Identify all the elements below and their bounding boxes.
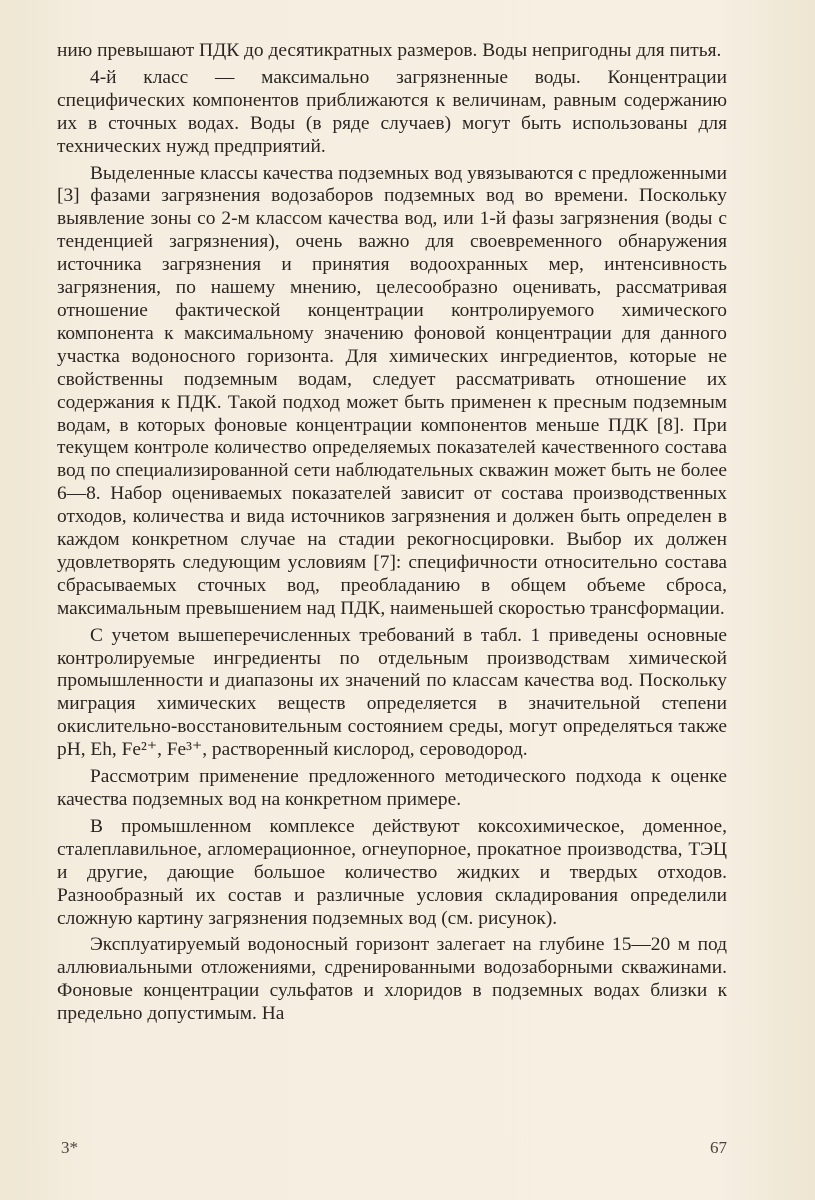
- paragraph-quality-classes: Выделенные классы качества подземных вод увязываются с предложенными [3] фазами загрязнения водозаборов подземных вод во времени. Поскольку выявление зоны со 2-м классом качества вод, или 1-й фазы загрязнения (воды с тенденцией загрязнения), очень важно для своевременного обнаружения источника загрязнения и принятия водоохранных мер, интенсивность загрязнения, по нашему мнению, целесообразно оценивать, рассматривая отношение фактической концентрации контролируемого химического компонента к максимальному значению фоновой концентрации для данного участка водоносного горизонта. Для химических ингредиентов, которые не свойственны подземным водам, следует рассматривать отношение их содержания к ПДК. Такой подход может быть применен к пресным подземным водам, в которых фоновые концентрации компонентов меньше ПДК [8]. При текущем контроле количество определяемых показателей качественного состава вод по специализированной сети наблюдательных скважин может быть не более 6—8. Набор оцениваемых показателей зависит от состава производственных отходов, количества и вида источников загрязнения и должен быть определен в каждом конкретном случае на стадии рекогносцировки. Выбор их должен удовлетворять следующим условиям [7]: специфичности относительно состава сбрасываемых сточных вод, преобладанию в общем объеме сброса, максимальным превышением над ПДК, наименьшей скоростью трансформации.: [57, 162, 727, 619]
- body-text: [57, 40, 727, 1026]
- paragraph-requirements: С учетом вышеперечисленных требований в табл. 1 приведены основные контролируемые ингредиенты по отдельным производствам химической промышленности и диапазоны их значений по классам качества вод. Поскольку миграция химических веществ определяется в значительной степени окислительно-восстановительным состоянием среды, могут определяться также pH, Eh, Fe²⁺, Fe³⁺, растворенный кислород, сероводород.: [57, 624, 727, 761]
- paragraph-aquifer: Эксплуатируемый водоносный горизонт залегает на глубине 15—20 м под аллювиальными отложениями, сдренированными водозаборными скважинами. Фоновые концентрации сульфатов и хлоридов в подземных водах близки к предельно допустимым. На: [57, 934, 727, 1025]
- page-footer: [57, 1138, 727, 1162]
- paragraph-industrial-complex: В промышленном комплексе действуют коксохимическое, доменное, сталеплавильное, агломерационное, огнеупорное, прокатное производства, ТЭЦ и другие, дающие большое количество жидких и твердых отходов. Разнообразный их состав и различные условия складирования определили сложную картину загрязнения подземных вод (см. рисунок).: [57, 815, 727, 929]
- signature-mark: 3*: [61, 1138, 78, 1157]
- paragraph-example-intro: Рассмотрим применение предложенного методического подхода к оценке качества подземных вод на конкретном примере.: [57, 766, 727, 810]
- paragraph-class-4: 4-й класс — максимально загрязненные воды. Концентрации специфических компонентов приближаются к величинам, равным содержанию их в сточных водах. Воды (в ряде случаев) могут быть использованы для технических нужд предприятий.: [57, 66, 727, 157]
- paragraph-continuation: нию превышают ПДК до десятикратных размеров. Воды непригодны для питья.: [57, 40, 722, 61]
- page-number: 67: [710, 1138, 727, 1157]
